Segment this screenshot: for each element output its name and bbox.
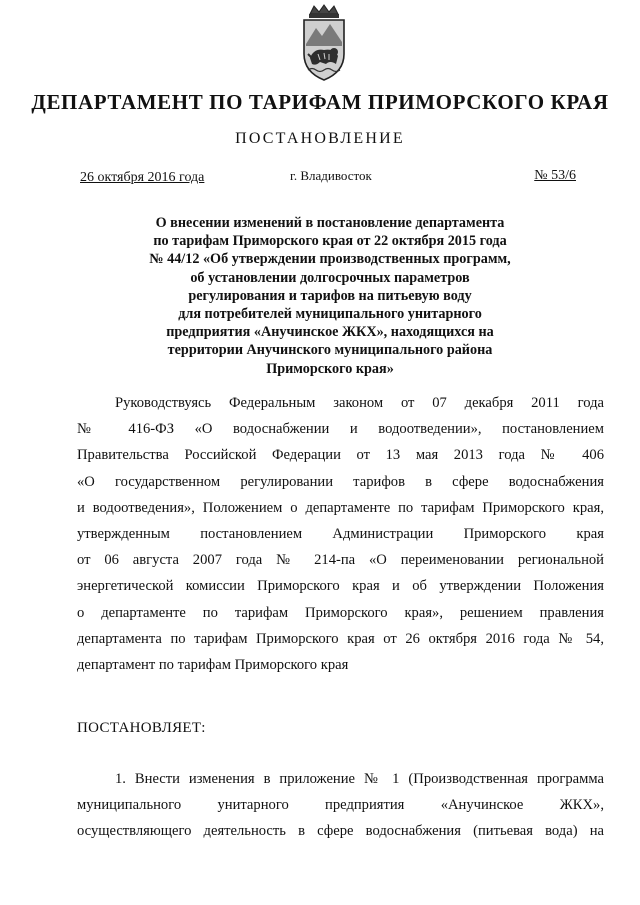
preamble-line: о департаменте по тарифам Приморского края», решением правления [77, 604, 604, 621]
subject-line: О внесении изменений в постановление департамента [155, 215, 505, 231]
item-line: осуществляющего деятельность в сфере водоснабжения (питьевая вода) на [77, 823, 604, 840]
preamble-line: департамент по тарифам Приморского края [77, 657, 349, 674]
subject-line: об установлении долгосрочных параметров [190, 269, 470, 286]
subject-line: предприятия «Анучинское ЖКХ», находящихся на [166, 324, 494, 341]
item-line: муниципального унитарного предприятия «Анучинское ЖКХ», [77, 797, 604, 814]
subject-line: Приморского края» [266, 360, 394, 377]
subject-line: регулирования и тарифов на питьевую воду [188, 287, 472, 304]
preamble-line: от 06 августа 2007 года № 214-па «О переименовании региональной [77, 552, 604, 569]
preamble-line: утвержденным постановлением Администрации Приморского края [77, 526, 604, 543]
subject-line: по тарифам Приморского края от 22 октября 2015 года [153, 233, 507, 250]
department-title: ДЕПАРТАМЕНТ ПО ТАРИФАМ ПРИМОРСКОГО КРАЯ [31, 90, 609, 114]
document-city: г. Владивосток [290, 168, 372, 183]
document-number: № 53/6 [534, 168, 576, 183]
coat-of-arms-icon [296, 4, 352, 82]
document-subject [120, 214, 540, 378]
subject-line: для потребителей муниципального унитарного [178, 306, 482, 323]
item-line: 1. Внести изменения в приложение № 1 (Производственная программа [115, 771, 604, 787]
subject-line: № 44/12 «Об утверждении производственных программ, [149, 251, 511, 268]
preamble-line: № 416-ФЗ «О водоснабжении и водоотведении», постановлением [77, 421, 604, 438]
preamble-line: энергетической комиссии Приморского края и об утверждении Положения [77, 578, 604, 595]
item-1-paragraph [77, 766, 604, 845]
preamble-paragraph [77, 390, 604, 678]
document-type: ПОСТАНОВЛЕНИЕ [235, 130, 405, 147]
preamble-line: Правительства Российской Федерации от 13 мая 2013 года № 406 [77, 447, 604, 464]
preamble-line: Руководствуясь Федеральным законом от 07 декабря 2011 года [115, 395, 604, 411]
decree-word: ПОСТАНОВЛЯЕТ: [77, 720, 206, 736]
preamble-line: и водоотведения», Положением о департаменте по тарифам Приморского края, [77, 499, 604, 516]
preamble-line: «О государственном регулировании тарифов в сфере водоснабжения [77, 473, 604, 490]
subject-line: территории Анучинского муниципального района [167, 342, 493, 359]
preamble-line: департамента по тарифам Приморского края от 26 октября 2016 года № 54, [77, 630, 604, 647]
document-date: 26 октября 2016 года [80, 170, 205, 185]
